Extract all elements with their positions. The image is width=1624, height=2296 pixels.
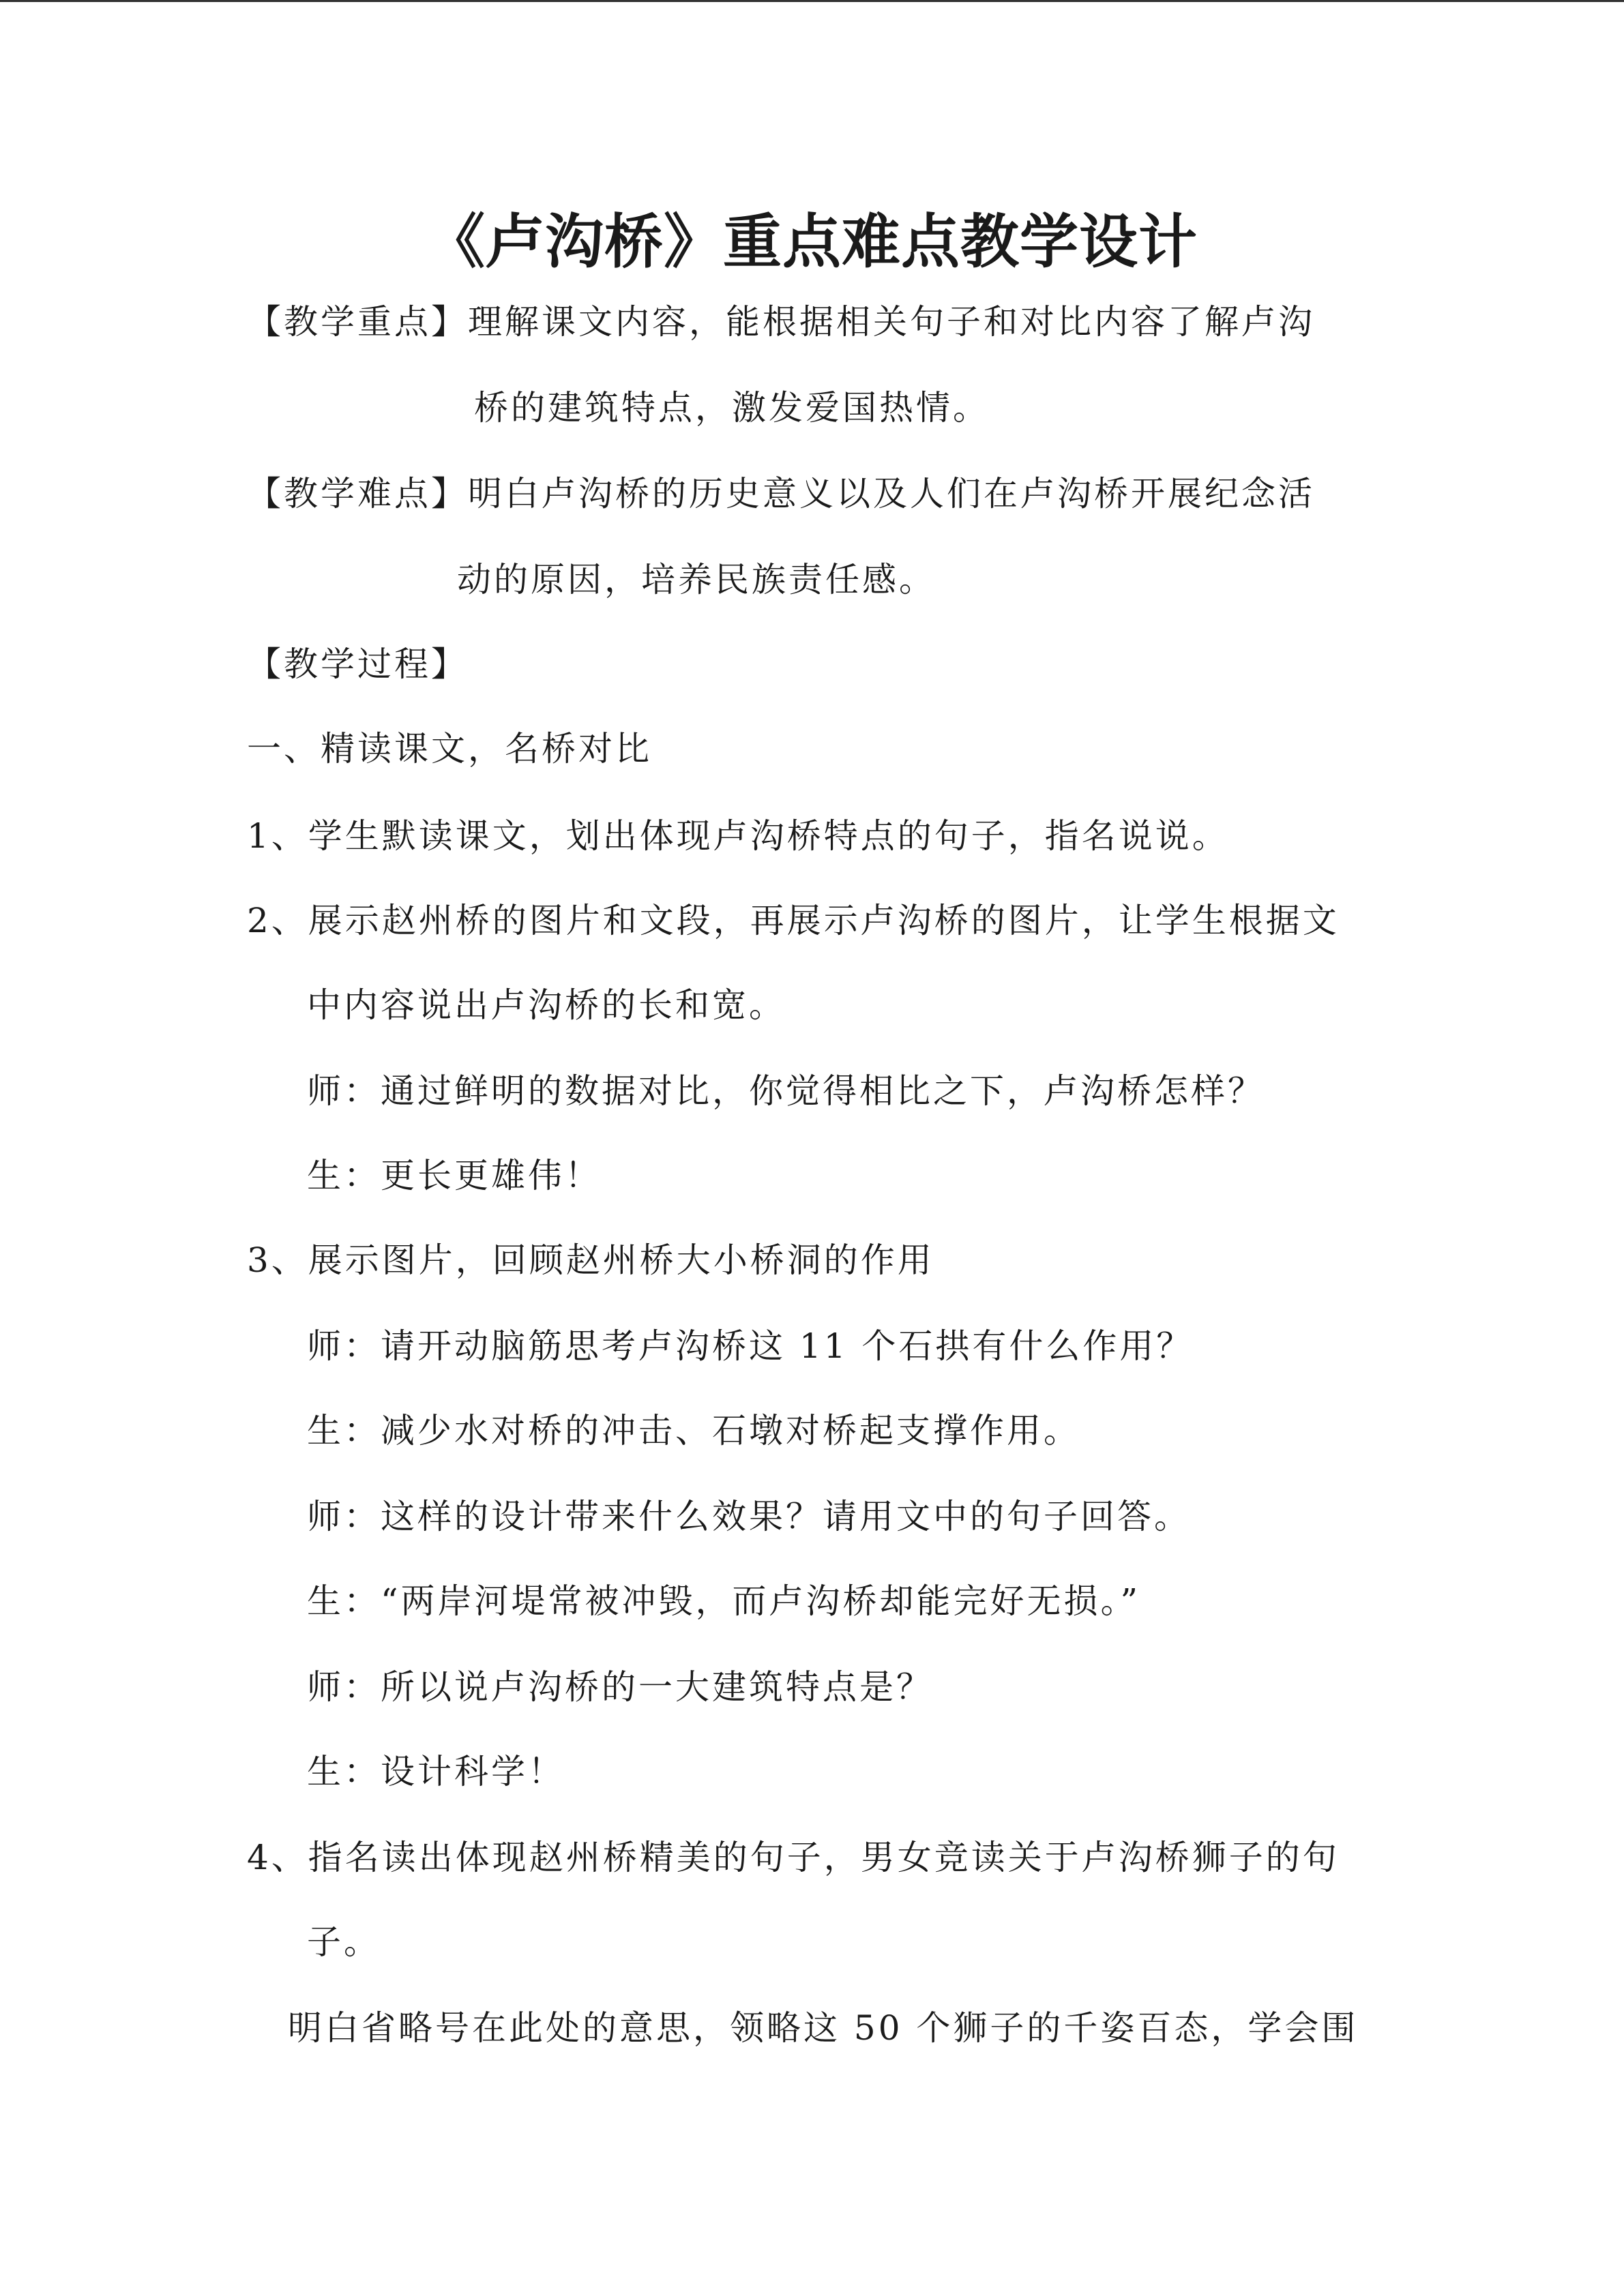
page-title: 《卢沟桥》重点难点教学设计 [426, 208, 1198, 276]
section1-heading: 一、精读课文，名桥对比 [247, 729, 652, 769]
step4-line-2: 子。 [307, 1922, 381, 1962]
dialogue1-student: 生：更长更雄伟！ [307, 1156, 602, 1195]
dialogue2-teacher-2: 师：这样的设计带来什么效果？请用文中的句子回答。 [307, 1497, 1191, 1536]
dialogue2-student-1: 生：减少水对桥的冲击、石墩对桥起支撑作用。 [307, 1411, 1080, 1450]
step2-line-2: 中内容说出卢沟桥的长和宽。 [307, 985, 786, 1025]
dialogue2-student-3: 生：设计科学！ [307, 1752, 565, 1791]
dialogue2-student-2: 生：“两岸河堤常被冲毁，而卢沟桥却能完好无损。” [307, 1581, 1141, 1621]
difficult-points-line-1 [247, 470, 1315, 518]
page-top-border [0, 0, 1624, 2]
step2-line-1: 2、展示赵州桥的图片和文段，再展示卢沟桥的图片，让学生根据文 [247, 901, 1340, 940]
dialogue2-teacher-3: 师：所以说卢沟桥的一大建筑特点是？ [307, 1667, 933, 1707]
difficult-points-label: 【教学难点】 [247, 474, 468, 513]
dialogue2-teacher-1: 师：请开动脑筋思考卢沟桥这 11 个石拱有什么作用？ [307, 1326, 1194, 1366]
key-points-label: 【教学重点】 [247, 302, 468, 342]
closing-paragraph: 明白省略号在此处的意思，领略这 50 个狮子的千姿百态，学会围 [288, 2008, 1359, 2048]
key-points-text-1: 理解课文内容，能根据相关句子和对比内容了解卢沟 [468, 302, 1315, 342]
key-points-line-2: 桥的建筑特点，激发爱国热情。 [474, 388, 990, 428]
step4-line-1: 4、指名读出体现赵州桥精美的句子，男女竞读关于卢沟桥狮子的句 [247, 1838, 1340, 1877]
difficult-points-text-1: 明白卢沟桥的历史意义以及人们在卢沟桥开展纪念活 [468, 474, 1315, 513]
dialogue1-teacher: 师：通过鲜明的数据对比，你觉得相比之下，卢沟桥怎样？ [307, 1071, 1265, 1111]
key-points-line-1 [247, 298, 1315, 346]
step1: 1、学生默读课文，划出体现卢沟桥特点的句子，指名说说。 [247, 816, 1229, 856]
difficult-points-line-2: 动的原因，培养民族责任感。 [457, 560, 936, 599]
step3: 3、展示图片，回顾赵州桥大小桥洞的作用 [247, 1240, 934, 1280]
process-heading: 【教学过程】 [247, 644, 468, 684]
